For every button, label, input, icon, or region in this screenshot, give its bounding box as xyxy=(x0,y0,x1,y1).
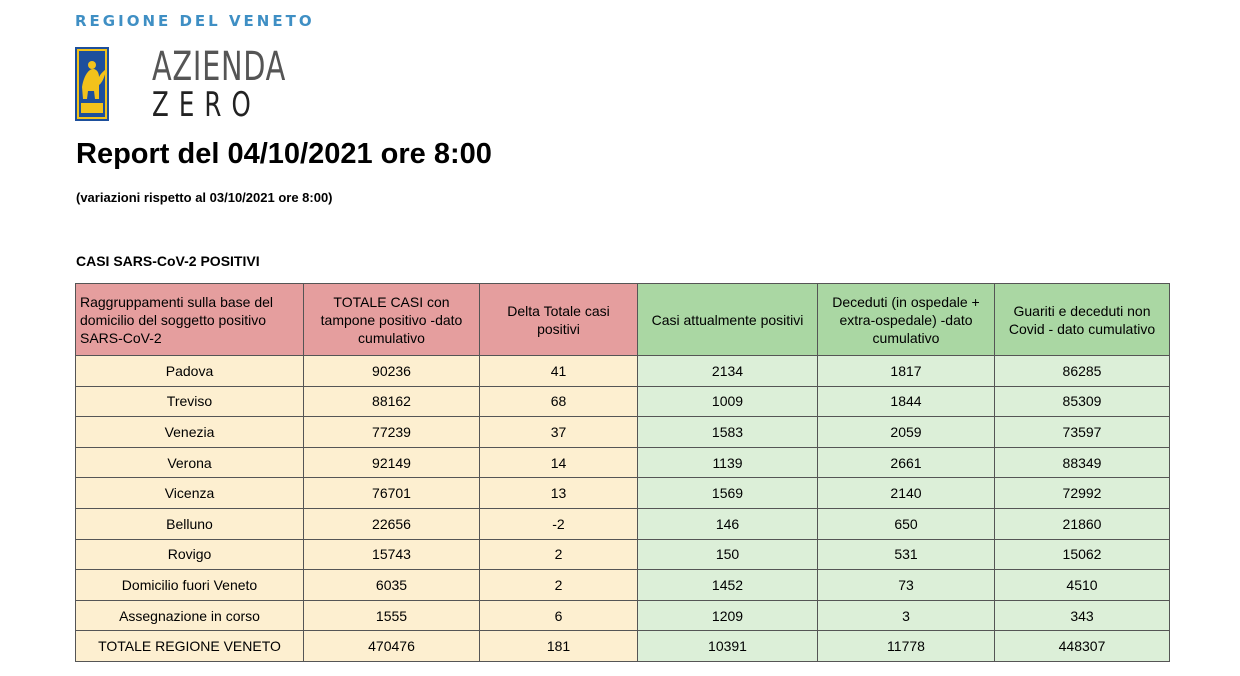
cell-recovered: 88349 xyxy=(995,447,1170,478)
report-subtitle: (variazioni rispetto al 03/10/2021 ore 8:00) xyxy=(76,190,333,205)
column-header-delta: Delta Totale casi positivi xyxy=(480,284,638,356)
cell-deceased: 2661 xyxy=(818,447,995,478)
table-header-row xyxy=(76,284,1170,356)
cell-row-label: Rovigo xyxy=(76,539,304,570)
cell-row-label: Belluno xyxy=(76,508,304,539)
cell-delta: 181 xyxy=(480,631,638,662)
cell-total-cases: 88162 xyxy=(304,386,480,417)
cell-currently-positive: 1452 xyxy=(638,570,818,601)
cell-total-cases: 1555 xyxy=(304,600,480,631)
cell-currently-positive: 2134 xyxy=(638,356,818,387)
cell-row-label: Assegnazione in corso xyxy=(76,600,304,631)
cell-deceased: 11778 xyxy=(818,631,995,662)
cell-currently-positive: 1583 xyxy=(638,417,818,448)
cell-recovered: 86285 xyxy=(995,356,1170,387)
cell-delta: 14 xyxy=(480,447,638,478)
cell-delta: 2 xyxy=(480,539,638,570)
region-header: REGIONE DEL VENETO xyxy=(75,12,315,30)
table-row xyxy=(76,508,1170,539)
cell-deceased: 650 xyxy=(818,508,995,539)
column-header-deceased: Deceduti (in ospedale + extra-ospedale) -dato cumulativo xyxy=(818,284,995,356)
table-row xyxy=(76,386,1170,417)
cell-total-cases: 90236 xyxy=(304,356,480,387)
cell-delta: 2 xyxy=(480,570,638,601)
cell-deceased: 531 xyxy=(818,539,995,570)
cell-row-label: TOTALE REGIONE VENETO xyxy=(76,631,304,662)
table-row xyxy=(76,356,1170,387)
cell-row-label: Padova xyxy=(76,356,304,387)
cell-total-cases: 76701 xyxy=(304,478,480,509)
cell-recovered: 4510 xyxy=(995,570,1170,601)
cell-delta: 68 xyxy=(480,386,638,417)
report-title: Report del 04/10/2021 ore 8:00 xyxy=(76,138,492,170)
cell-deceased: 73 xyxy=(818,570,995,601)
cell-total-cases: 22656 xyxy=(304,508,480,539)
table-row xyxy=(76,447,1170,478)
cell-recovered: 343 xyxy=(995,600,1170,631)
cell-row-label: Venezia xyxy=(76,417,304,448)
cell-delta: 37 xyxy=(480,417,638,448)
cell-total-cases: 470476 xyxy=(304,631,480,662)
cell-recovered: 15062 xyxy=(995,539,1170,570)
table-row xyxy=(76,417,1170,448)
cell-currently-positive: 146 xyxy=(638,508,818,539)
cell-total-cases: 6035 xyxy=(304,570,480,601)
cell-currently-positive: 1569 xyxy=(638,478,818,509)
column-header-recovered: Guariti e deceduti non Covid - dato cumulativo xyxy=(995,284,1170,356)
section-title: CASI SARS-CoV-2 POSITIVI xyxy=(76,253,260,269)
positive-cases-table xyxy=(75,283,1170,662)
column-header-grouping: Raggruppamenti sulla base del domicilio del soggetto positivo SARS-CoV-2 xyxy=(76,284,304,356)
cell-deceased: 2059 xyxy=(818,417,995,448)
cell-total-cases: 92149 xyxy=(304,447,480,478)
azienda-zero-logo xyxy=(75,44,287,125)
cell-delta: 13 xyxy=(480,478,638,509)
table-row xyxy=(76,539,1170,570)
cell-row-label: Vicenza xyxy=(76,478,304,509)
table-row xyxy=(76,570,1170,601)
cell-recovered: 72992 xyxy=(995,478,1170,509)
cell-delta: 41 xyxy=(480,356,638,387)
cell-currently-positive: 150 xyxy=(638,539,818,570)
cell-currently-positive: 1139 xyxy=(638,447,818,478)
column-header-currently-positive: Casi attualmente positivi xyxy=(638,284,818,356)
cell-row-label: Domicilio fuori Veneto xyxy=(76,570,304,601)
table-row xyxy=(76,478,1170,509)
cell-total-cases: 77239 xyxy=(304,417,480,448)
cell-delta: -2 xyxy=(480,508,638,539)
cell-row-label: Verona xyxy=(76,447,304,478)
cell-recovered: 85309 xyxy=(995,386,1170,417)
cell-recovered: 73597 xyxy=(995,417,1170,448)
cell-row-label: Treviso xyxy=(76,386,304,417)
cell-recovered: 21860 xyxy=(995,508,1170,539)
column-header-total-cases: TOTALE CASI con tampone positivo -dato cumulativo xyxy=(304,284,480,356)
logo-azienda-text: AZIENDA xyxy=(152,44,287,90)
cell-deceased: 1817 xyxy=(818,356,995,387)
table-row xyxy=(76,631,1170,662)
cell-deceased: 1844 xyxy=(818,386,995,417)
table-row xyxy=(76,600,1170,631)
lion-of-saint-mark-emblem-icon xyxy=(75,47,109,121)
cell-delta: 6 xyxy=(480,600,638,631)
cell-recovered: 448307 xyxy=(995,631,1170,662)
cell-currently-positive: 1009 xyxy=(638,386,818,417)
cell-total-cases: 15743 xyxy=(304,539,480,570)
cell-deceased: 2140 xyxy=(818,478,995,509)
cell-currently-positive: 10391 xyxy=(638,631,818,662)
logo-zero-text: ZERO xyxy=(152,85,261,125)
cell-currently-positive: 1209 xyxy=(638,600,818,631)
cell-deceased: 3 xyxy=(818,600,995,631)
